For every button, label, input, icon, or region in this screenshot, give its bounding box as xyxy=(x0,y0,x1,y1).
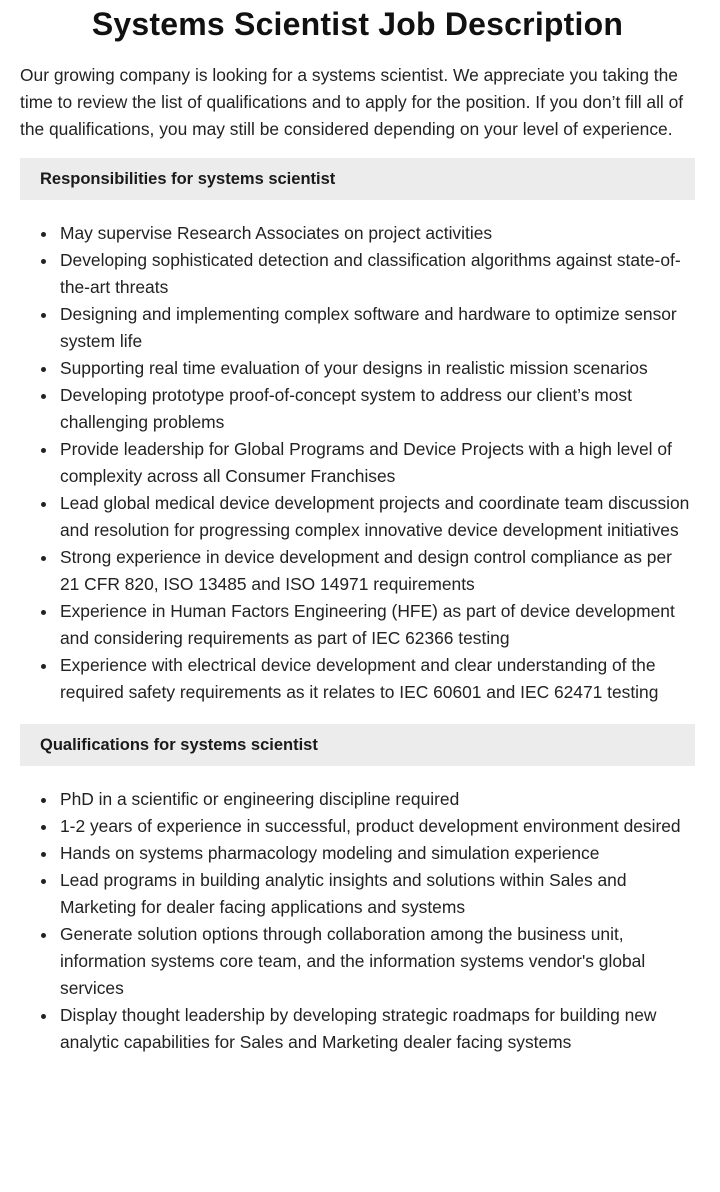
bullet-icon xyxy=(41,933,46,938)
list-item: Hands on systems pharmacology modeling and simulation experience xyxy=(60,840,695,867)
list-item: Experience with electrical device development and clear understanding of the required safety requirements as it relates to IEC 60601 and IEC 62471 testing xyxy=(60,652,695,706)
list-item: Strong experience in device development and design control compliance as per 21 CFR 820, ISO 13485 and ISO 14971 requirements xyxy=(60,544,695,598)
list-item: Supporting real time evaluation of your designs in realistic mission scenarios xyxy=(60,355,695,382)
bullet-icon xyxy=(41,879,46,884)
list-item: Developing prototype proof-of-concept system to address our client’s most challenging problems xyxy=(60,382,695,436)
list-item: May supervise Research Associates on project activities xyxy=(60,220,695,247)
qualifications-list xyxy=(20,786,695,1056)
list-item: Lead global medical device development projects and coordinate team discussion and resolution for progressing complex innovative device development initiatives xyxy=(60,490,695,544)
list-item: Experience in Human Factors Engineering (HFE) as part of device development and considering requirements as part of IEC 62366 testing xyxy=(60,598,695,652)
list-item: Provide leadership for Global Programs and Device Projects with a high level of complexity across all Consumer Franchises xyxy=(60,436,695,490)
bullet-icon xyxy=(41,852,46,857)
page-title: Systems Scientist Job Description xyxy=(91,6,624,42)
qualifications-header: Qualifications for systems scientist xyxy=(20,724,695,766)
list-item: PhD in a scientific or engineering discipline required xyxy=(60,786,695,813)
bullet-icon xyxy=(41,610,46,615)
bullet-icon xyxy=(41,1014,46,1019)
bullet-icon xyxy=(41,232,46,237)
bullet-icon xyxy=(41,556,46,561)
list-item: Generate solution options through collaboration among the business unit, information systems core team, and the information systems vendor's global services xyxy=(60,921,695,1002)
bullet-icon xyxy=(41,313,46,318)
bullet-icon xyxy=(41,825,46,830)
bullet-icon xyxy=(41,664,46,669)
responsibilities-header: Responsibilities for systems scientist xyxy=(20,158,695,200)
bullet-icon xyxy=(41,259,46,264)
list-item: Lead programs in building analytic insights and solutions within Sales and Marketing for dealer facing applications and systems xyxy=(60,867,695,921)
bullet-icon xyxy=(41,798,46,803)
responsibilities-list xyxy=(20,220,695,706)
bullet-icon xyxy=(41,394,46,399)
bullet-icon xyxy=(41,448,46,453)
bullet-icon xyxy=(41,367,46,372)
list-item: Designing and implementing complex software and hardware to optimize sensor system life xyxy=(60,301,695,355)
intro-paragraph: Our growing company is looking for a systems scientist. We appreciate you taking the time to review the list of qualifications and to apply for the position. If you don’t fill all of the qualifications, you may still be considered depending on your level of experience. xyxy=(20,65,684,139)
list-item: Developing sophisticated detection and classification algorithms against state-of-the-art threats xyxy=(60,247,695,301)
bullet-icon xyxy=(41,502,46,507)
list-item: Display thought leadership by developing strategic roadmaps for building new analytic capabilities for Sales and Marketing dealer facing systems xyxy=(60,1002,695,1056)
list-item: 1-2 years of experience in successful, product development environment desired xyxy=(60,813,695,840)
